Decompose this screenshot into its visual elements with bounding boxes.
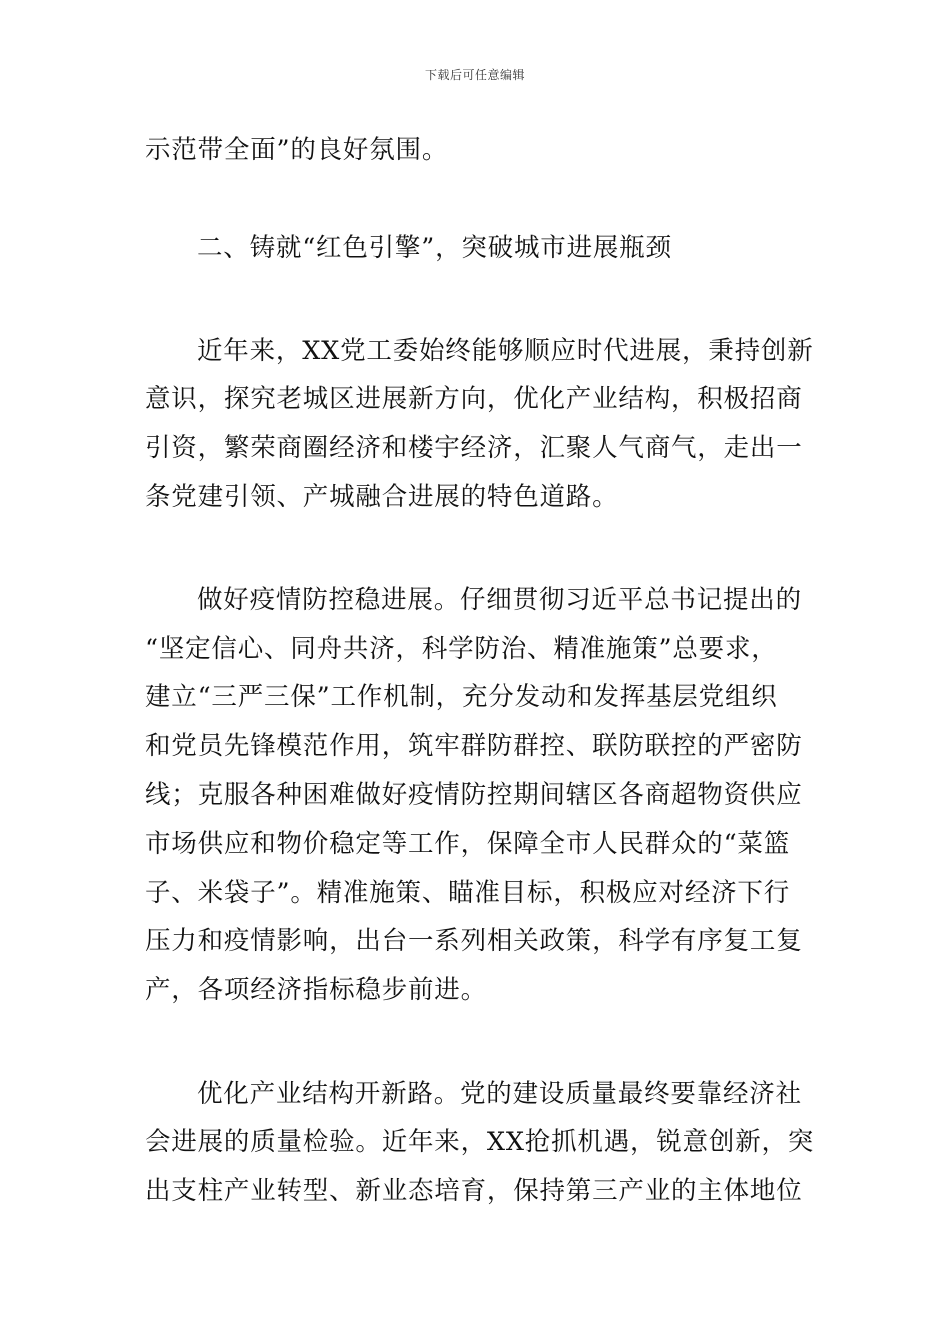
body-line: 优化产业结构开新路。党的建设质量最终要靠经济社 bbox=[197, 1079, 802, 1109]
body-line: 会进展的质量检验。近年来，XX抢抓机遇，锐意创新，突 bbox=[145, 1127, 815, 1157]
body-line: 出支柱产业转型、新业态培育，保持第三产业的主体地位 bbox=[145, 1176, 803, 1206]
body-line: 引资，繁荣商圈经济和楼宇经济，汇聚人气商气，走出一 bbox=[145, 433, 803, 463]
body-line: 建立“三严三保”工作机制，充分发动和发挥基层党组织 bbox=[145, 682, 778, 712]
body-line: 近年来，XX党工委始终能够顺应时代进展，秉持创新 bbox=[197, 336, 814, 366]
header-note: 下载后可任意编辑 bbox=[424, 68, 525, 82]
body-line: 子、米袋子”。精准施策、瞄准目标，积极应对经济下行 bbox=[145, 878, 791, 908]
body-line: 产，各项经济指标稳步前进。 bbox=[145, 975, 487, 1005]
body-line: 意识，探究老城区进展新方向，优化产业结构，积极招商 bbox=[145, 384, 803, 414]
body-line: 市场供应和物价稳定等工作，保障全市人民群众的“菜篮 bbox=[145, 829, 791, 859]
body-line: 压力和疫情影响，出台一系列相关政策，科学有序复工复 bbox=[145, 926, 803, 956]
body-line: 做好疫情防控稳进展。仔细贯彻习近平总书记提出的 bbox=[197, 585, 802, 615]
body-line: 条党建引领、产城融合进展的特色道路。 bbox=[145, 482, 619, 512]
section-heading: 二、铸就“红色引擎”，突破城市进展瓶颈 bbox=[197, 233, 672, 263]
body-line: “坚定信心、同舟共济，科学防治、精准施策”总要求， bbox=[145, 634, 778, 664]
body-line: 示范带全面”的良好氛围。 bbox=[145, 135, 449, 165]
body-line: 和党员先锋模范作用，筑牢群防群控、联防联控的严密防 bbox=[145, 731, 803, 761]
body-line: 线；克服各种困难做好疫情防控期间辖区各商超物资供应 bbox=[145, 780, 803, 810]
